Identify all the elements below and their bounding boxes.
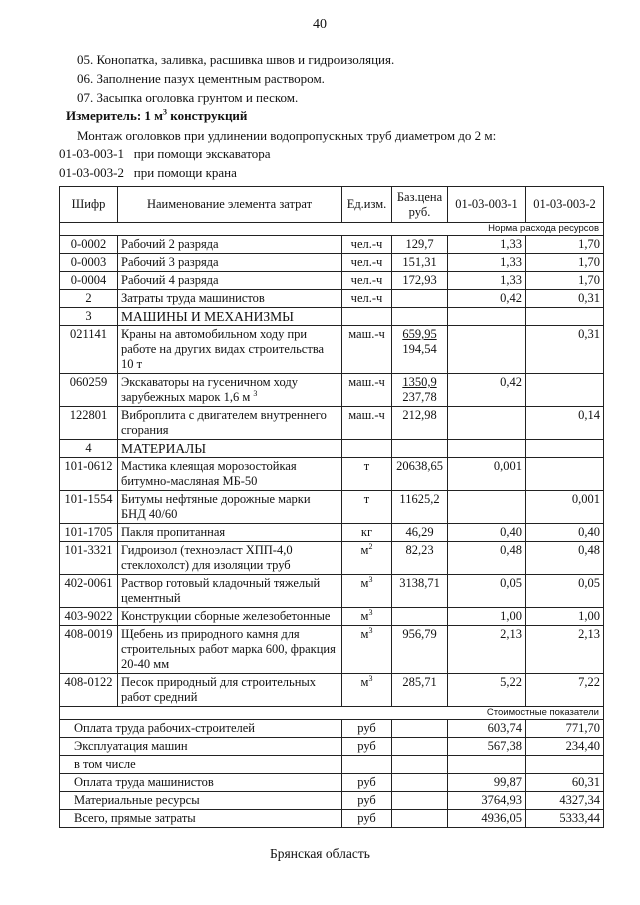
cell-name: Виброплита с двигателем внутреннего сгорания (118, 407, 342, 440)
cell-code: 0-0003 (60, 254, 118, 272)
table-row (60, 236, 604, 254)
intro-line-05: 05. Конопатка, заливка, расшивка швов и гидроизоляция. (77, 52, 395, 67)
unit-text: т (363, 492, 370, 506)
cell-v1: 0,48 (448, 542, 526, 575)
cell-v2: 0,05 (526, 575, 604, 608)
cell-v1: 0,42 (448, 290, 526, 308)
cell-v2: 2,13 (526, 626, 604, 674)
cell-price: 46,29 (392, 524, 448, 542)
total-unit: руб (342, 720, 392, 738)
cell-name: Гидроизол (техноэласт ХПП-4,0 стеклохолст) для изоляции труб (118, 542, 342, 575)
cell-v2: 1,70 (526, 254, 604, 272)
norm-label: Норма расхода ресурсов (60, 223, 604, 236)
cell-v2: 0,48 (526, 542, 604, 575)
total-v2: 5333,44 (526, 810, 604, 828)
cell-code: 101-0612 (60, 458, 118, 491)
cell-name (118, 374, 342, 407)
cell-name: Конструкции сборные железобетонные (118, 608, 342, 626)
total-unit: руб (342, 792, 392, 810)
table-row (60, 626, 604, 674)
cell-v1: 2,13 (448, 626, 526, 674)
norm-label-row (60, 223, 604, 236)
header-price: Баз.цена руб. (392, 187, 448, 223)
cell-unit: маш.-ч (342, 374, 392, 407)
cell-name: Мастика клеящая морозостойкая битумно-масляная МБ-50 (118, 458, 342, 491)
cell-v1: 5,22 (448, 674, 526, 707)
cell-code: 101-3321 (60, 542, 118, 575)
cell-v2: 0,40 (526, 524, 604, 542)
cell-v2: 0,31 (526, 290, 604, 308)
cell-price (392, 326, 448, 374)
unit-text: м (360, 675, 369, 689)
variant-code: 01-03-003-1 (59, 146, 124, 161)
total-v1: 603,74 (448, 720, 526, 738)
variant-text: при помощи экскаватора (133, 146, 271, 161)
cell-unit: чел.-ч (342, 236, 392, 254)
cell-unit (342, 524, 392, 542)
total-v1: 3764,93 (448, 792, 526, 810)
cell-price: 20638,65 (392, 458, 448, 491)
total-row (60, 720, 604, 738)
cell-price: 151,31 (392, 254, 448, 272)
cell-unit (342, 626, 392, 674)
total-name: Оплата труда машинистов (60, 774, 342, 792)
total-v2: 60,31 (526, 774, 604, 792)
cell-v1 (448, 491, 526, 524)
table-row (60, 524, 604, 542)
price-bottom: 237,78 (402, 390, 437, 404)
montage-text: Монтаж оголовков при удлинении водопропускных труб диаметром до 2 м: (77, 128, 497, 143)
cell-v1: 0,001 (448, 458, 526, 491)
cell-v2: 0,001 (526, 491, 604, 524)
cell-price: 285,71 (392, 674, 448, 707)
cell-code: 101-1705 (60, 524, 118, 542)
total-row (60, 792, 604, 810)
section-code: 4 (60, 440, 118, 458)
unit-text: т (363, 459, 370, 473)
unit-sup: 2 (368, 541, 373, 551)
total-unit: руб (342, 810, 392, 828)
cost-label: Стоимостные показатели (60, 707, 604, 720)
total-name: Материальные ресурсы (60, 792, 342, 810)
cell-price: 82,23 (392, 542, 448, 575)
cell-price: 172,93 (392, 272, 448, 290)
cell-price (392, 374, 448, 407)
total-v1: 99,87 (448, 774, 526, 792)
cell-price: 129,7 (392, 236, 448, 254)
cell-name: Краны на автомобильном ходу при работе на других видах строительства 10 т (118, 326, 342, 374)
cell-unit (342, 575, 392, 608)
cell-code: 021141 (60, 326, 118, 374)
total-unit (342, 756, 392, 774)
measure-heading: Измеритель: 1 $м^3$ конструкций (66, 107, 248, 123)
header-code: Шифр (60, 187, 118, 223)
unit-sup: 3 (368, 574, 373, 584)
cost-label-row (60, 707, 604, 720)
cell-v2: 1,70 (526, 236, 604, 254)
cell-v2 (526, 458, 604, 491)
cell-price (392, 407, 448, 440)
cell-v2: 1,00 (526, 608, 604, 626)
cell-code: 0-0004 (60, 272, 118, 290)
table-row (60, 407, 604, 440)
header-col1: 01-03-003-1 (448, 187, 526, 223)
table-row (60, 374, 604, 407)
section-title: МАШИНЫ И МЕХАНИЗМЫ (118, 308, 342, 326)
cell-price (392, 608, 448, 626)
total-name: Эксплуатация машин (60, 738, 342, 756)
unit-sup: 3 (368, 607, 373, 617)
cell-code: 408-0019 (60, 626, 118, 674)
unit-text: м (360, 576, 369, 590)
cell-name: Рабочий 2 разряда (118, 236, 342, 254)
variant-text: при помощи крана (133, 165, 237, 180)
cell-code: 408-0122 (60, 674, 118, 707)
table-row (60, 674, 604, 707)
total-row (60, 756, 604, 774)
table-row (60, 608, 604, 626)
table-row (60, 458, 604, 491)
cell-name: Битумы нефтяные дорожные марки БНД 40/60 (118, 491, 342, 524)
cell-code: 122801 (60, 407, 118, 440)
cell-name-sup: 3 (253, 388, 258, 398)
cell-v1 (448, 326, 526, 374)
total-v1: 4936,05 (448, 810, 526, 828)
table-row (60, 254, 604, 272)
page-number: 40 (313, 17, 327, 32)
header-col2: 01-03-003-2 (526, 187, 604, 223)
cell-price (392, 290, 448, 308)
price-bottom: 194,54 (402, 342, 437, 356)
cell-unit (342, 608, 392, 626)
total-row (60, 738, 604, 756)
cell-v2: 1,70 (526, 272, 604, 290)
cell-v2: 0,14 (526, 407, 604, 440)
table-row (60, 542, 604, 575)
table-row (60, 272, 604, 290)
total-unit: руб (342, 774, 392, 792)
unit-text: м (360, 543, 369, 557)
cell-v2: 7,22 (526, 674, 604, 707)
table-row (60, 575, 604, 608)
cell-v1: 1,33 (448, 272, 526, 290)
cell-price: 11625,2 (392, 491, 448, 524)
cell-name: Рабочий 3 разряда (118, 254, 342, 272)
cell-v1: 1,33 (448, 236, 526, 254)
total-unit: руб (342, 738, 392, 756)
cell-unit: чел.-ч (342, 254, 392, 272)
unit-sup: 3 (368, 673, 373, 683)
cell-unit: чел.-ч (342, 272, 392, 290)
cell-v2 (526, 374, 604, 407)
resource-table (59, 186, 604, 828)
cell-v1: 0,40 (448, 524, 526, 542)
header-name: Наименование элемента затрат (118, 187, 342, 223)
variant-2 (59, 165, 237, 181)
section-code: 3 (60, 308, 118, 326)
footer-region: Брянская область (270, 846, 370, 861)
total-row (60, 774, 604, 792)
cell-v1: 0,42 (448, 374, 526, 407)
price-bottom: 212,98 (402, 408, 437, 422)
price-top: 1350,9 (402, 375, 437, 389)
cell-unit (342, 674, 392, 707)
section-row-machines (60, 308, 604, 326)
cell-code: 2 (60, 290, 118, 308)
total-row (60, 810, 604, 828)
total-v2: 234,40 (526, 738, 604, 756)
total-name: Оплата труда рабочих-строителей (60, 720, 342, 738)
cell-code: 060259 (60, 374, 118, 407)
cell-name: Рабочий 4 разряда (118, 272, 342, 290)
total-v2: 4327,34 (526, 792, 604, 810)
cell-v2: 0,31 (526, 326, 604, 374)
cell-code: 402-0061 (60, 575, 118, 608)
table-header-row (60, 187, 604, 223)
variant-code: 01-03-003-2 (59, 165, 124, 180)
total-name: в том числе (60, 756, 342, 774)
labor-row (60, 290, 604, 308)
cell-code: 101-1554 (60, 491, 118, 524)
cell-name-text: Экскаваторы на гусеничном ходу зарубежных марок 1,6 м (121, 375, 298, 404)
price-top: 659,95 (402, 327, 437, 341)
cell-v1: 0,05 (448, 575, 526, 608)
unit-sup: 3 (368, 625, 373, 635)
total-v2 (526, 756, 604, 774)
intro-line-06: 06. Заполнение пазух цементным раствором. (77, 71, 325, 86)
cell-unit: чел.-ч (342, 290, 392, 308)
cell-unit (342, 491, 392, 524)
cell-name: Затраты труда машинистов (118, 290, 342, 308)
cell-code: 0-0002 (60, 236, 118, 254)
cell-v1: 1,33 (448, 254, 526, 272)
cell-name: Щебень из природного камня для строительных работ марка 600, фракция 20-40 мм (118, 626, 342, 674)
cell-code: 403-9022 (60, 608, 118, 626)
cell-unit: маш.-ч (342, 326, 392, 374)
section-row-materials (60, 440, 604, 458)
total-name: Всего, прямые затраты (60, 810, 342, 828)
header-unit: Ед.изм. (342, 187, 392, 223)
cell-v1 (448, 407, 526, 440)
cell-name: Песок природный для строительных работ средний (118, 674, 342, 707)
total-v1 (448, 756, 526, 774)
cell-unit (342, 542, 392, 575)
cell-name: Пакля пропитанная (118, 524, 342, 542)
table-row (60, 491, 604, 524)
intro-line-07: 07. Засыпка оголовка грунтом и песком. (77, 90, 299, 105)
cell-v1: 1,00 (448, 608, 526, 626)
cell-price: 3138,71 (392, 575, 448, 608)
section-title: МАТЕРИАЛЫ (118, 440, 342, 458)
cell-price: 956,79 (392, 626, 448, 674)
unit-text: м (360, 627, 369, 641)
variant-1 (59, 146, 270, 162)
total-v2: 771,70 (526, 720, 604, 738)
unit-text: кг (360, 525, 373, 539)
cell-name: Раствор готовый кладочный тяжелый цементный (118, 575, 342, 608)
total-v1: 567,38 (448, 738, 526, 756)
cell-unit (342, 458, 392, 491)
cell-unit: маш.-ч (342, 407, 392, 440)
table-row (60, 326, 604, 374)
unit-text: м (360, 609, 369, 623)
